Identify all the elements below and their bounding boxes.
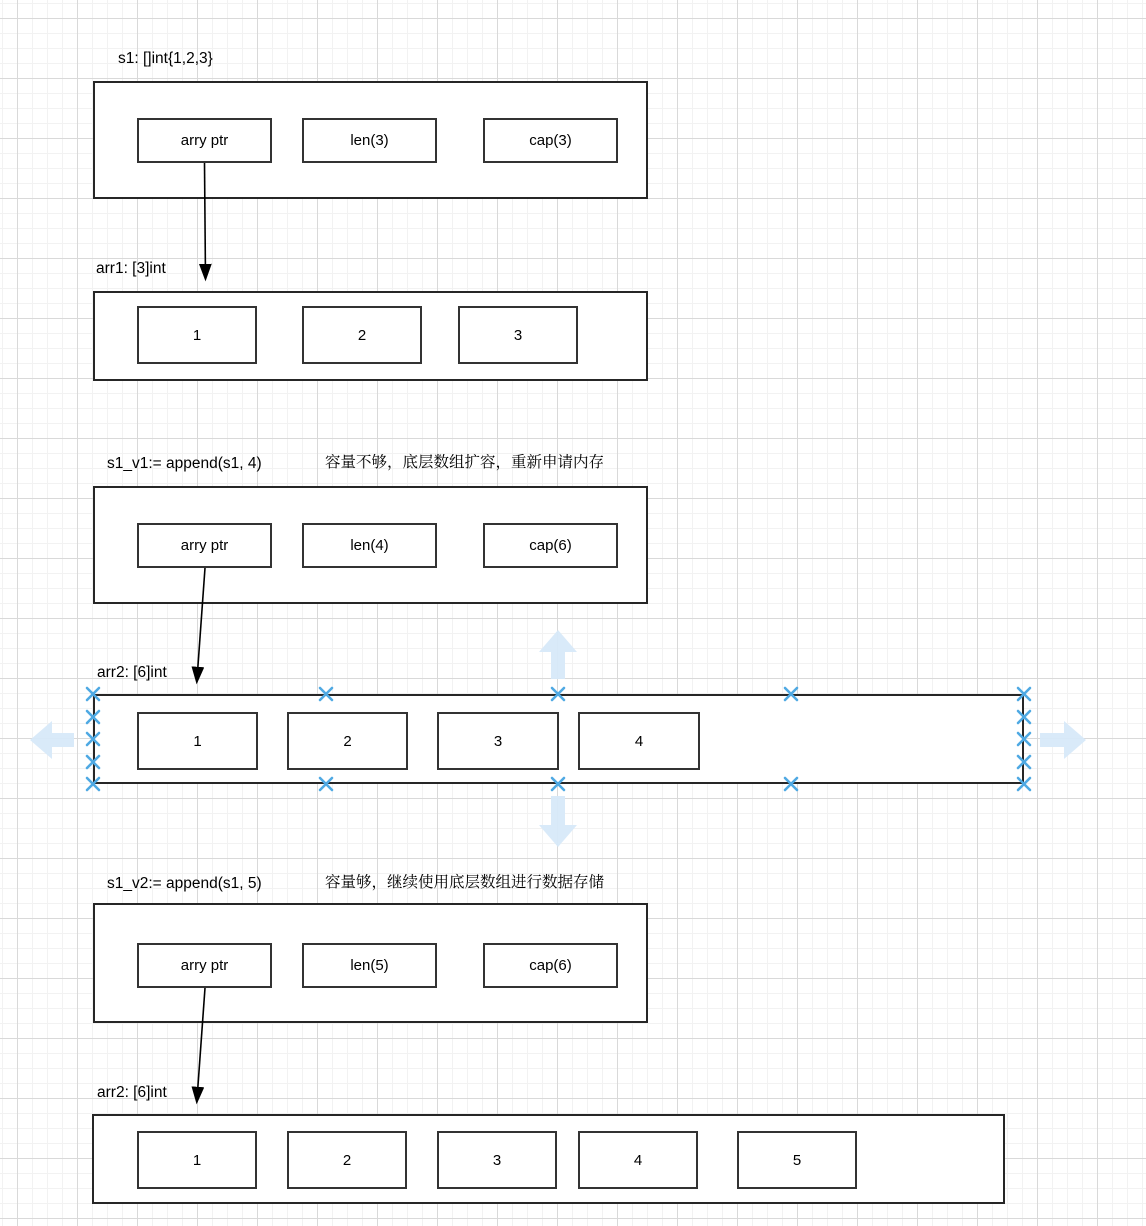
field-s1v2-cap[interactable]: cap(6)	[483, 943, 618, 988]
label-s1-v2[interactable]: s1_v2:= append(s1, 5)	[107, 875, 262, 892]
array-arr2b-cell[interactable]: 2	[287, 1131, 407, 1189]
slice-struct-s1-v2[interactable]	[93, 903, 648, 1023]
slice-struct-s1-v1[interactable]	[93, 486, 648, 604]
field-s1v2-arryptr[interactable]: arry ptr	[137, 943, 272, 988]
array-arr2-cell[interactable]: 3	[437, 712, 559, 770]
note-capacity-enough[interactable]: 容量够，继续使用底层数组进行数据存储	[325, 874, 605, 891]
array-arr2b-cell[interactable]: 4	[578, 1131, 698, 1189]
field-s1-cap[interactable]: cap(3)	[483, 118, 618, 163]
array-arr2b-cell[interactable]: 5	[737, 1131, 857, 1189]
direction-arrow-right-icon[interactable]	[1040, 721, 1086, 759]
array-arr2b-cell[interactable]: 1	[137, 1131, 257, 1189]
field-s1-len[interactable]: len(3)	[302, 118, 437, 163]
field-s1v1-cap[interactable]: cap(6)	[483, 523, 618, 568]
direction-arrow-left-icon[interactable]	[30, 721, 74, 759]
array-arr2-selected[interactable]	[93, 694, 1024, 784]
field-s1-arryptr[interactable]: arry ptr	[137, 118, 272, 163]
label-s1[interactable]: s1: []int{1,2,3}	[118, 50, 213, 67]
direction-arrow-up-icon[interactable]	[539, 630, 577, 679]
array-arr2b-cell[interactable]: 3	[437, 1131, 557, 1189]
slice-struct-s1[interactable]	[93, 81, 648, 199]
label-arr2[interactable]: arr2: [6]int	[97, 664, 167, 681]
direction-arrow-down-icon[interactable]	[539, 796, 577, 847]
array-arr2-cell[interactable]: 2	[287, 712, 408, 770]
label-s1-v1[interactable]: s1_v1:= append(s1, 4)	[107, 455, 262, 472]
array-arr1[interactable]	[93, 291, 648, 381]
label-arr1[interactable]: arr1: [3]int	[96, 260, 166, 277]
array-arr1-cell[interactable]: 2	[302, 306, 422, 364]
array-arr1-cell[interactable]: 1	[137, 306, 257, 364]
array-arr1-cell[interactable]: 3	[458, 306, 578, 364]
array-arr2-bottom[interactable]	[92, 1114, 1005, 1204]
field-s1v2-len[interactable]: len(5)	[302, 943, 437, 988]
field-s1v1-len[interactable]: len(4)	[302, 523, 437, 568]
array-arr2-cell[interactable]: 1	[137, 712, 258, 770]
label-arr2-bottom[interactable]: arr2: [6]int	[97, 1084, 167, 1101]
note-capacity-grow[interactable]: 容量不够，底层数组扩容，重新申请内存	[325, 454, 605, 471]
field-s1v1-arryptr[interactable]: arry ptr	[137, 523, 272, 568]
array-arr2-cell[interactable]: 4	[578, 712, 700, 770]
